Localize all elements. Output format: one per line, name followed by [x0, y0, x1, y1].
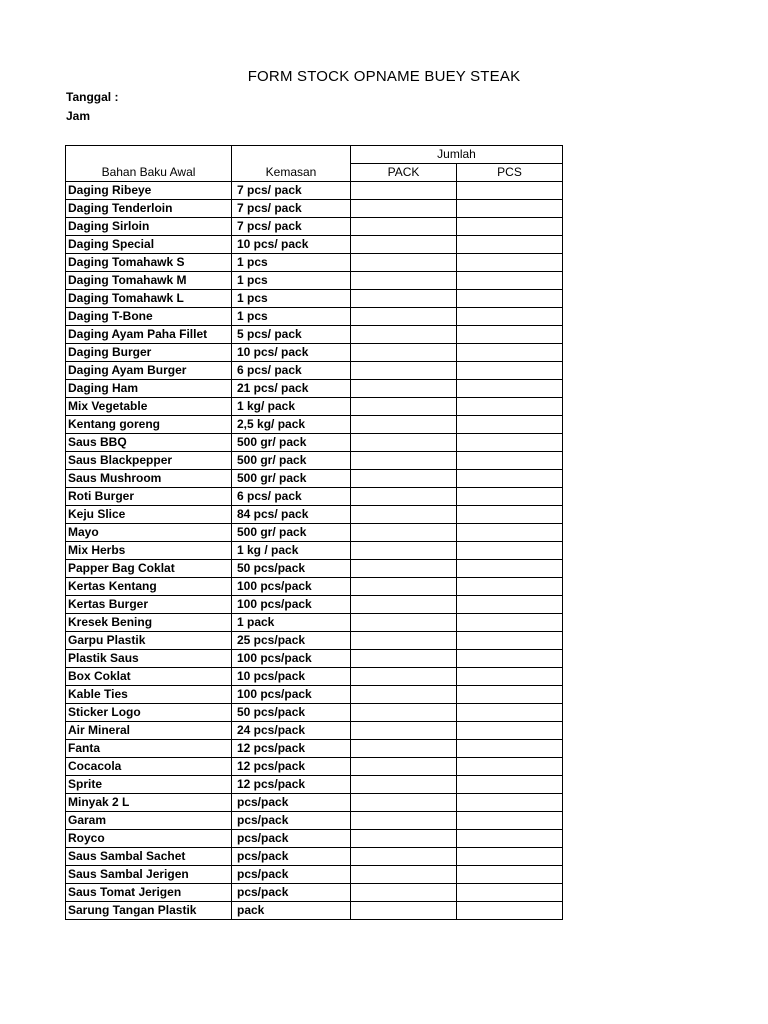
pcs-count-cell[interactable]: [457, 848, 563, 866]
pack-count-cell[interactable]: [351, 848, 457, 866]
table-row: [66, 452, 563, 470]
pack-count-cell[interactable]: [351, 344, 457, 362]
tanggal-label: Tanggal :: [66, 90, 119, 104]
pcs-count-cell[interactable]: [457, 704, 563, 722]
table-row: [66, 632, 563, 650]
pack-count-cell[interactable]: [351, 866, 457, 884]
table-row: [66, 758, 563, 776]
pack-count-cell[interactable]: [351, 290, 457, 308]
pack-count-cell[interactable]: [351, 380, 457, 398]
table-row: [66, 506, 563, 524]
table-row: [66, 848, 563, 866]
pcs-count-cell[interactable]: [457, 740, 563, 758]
pcs-count-cell[interactable]: [457, 218, 563, 236]
pcs-count-cell[interactable]: [457, 578, 563, 596]
table-body: [66, 182, 563, 920]
table-row: [66, 542, 563, 560]
table-row: [66, 254, 563, 272]
item-kemasan: 100 pcs/pack: [232, 650, 351, 668]
item-kemasan: pcs/pack: [232, 812, 351, 830]
header-jumlah: Jumlah: [351, 146, 563, 164]
pcs-count-cell[interactable]: [457, 416, 563, 434]
table-row: [66, 794, 563, 812]
table-row: [66, 218, 563, 236]
item-name: Saus Sambal Jerigen: [66, 866, 232, 884]
pack-count-cell[interactable]: [351, 524, 457, 542]
item-kemasan: 1 pcs: [232, 272, 351, 290]
item-name: Mayo: [66, 524, 232, 542]
table-row: [66, 272, 563, 290]
pcs-count-cell[interactable]: [457, 254, 563, 272]
pcs-count-cell[interactable]: [457, 434, 563, 452]
table-row: [66, 884, 563, 902]
item-kemasan: 100 pcs/pack: [232, 596, 351, 614]
header-kemasan: Kemasan: [232, 146, 351, 182]
header-bahan-baku-awal: Bahan Baku Awal: [66, 146, 232, 182]
item-kemasan: 7 pcs/ pack: [232, 200, 351, 218]
item-kemasan: 7 pcs/ pack: [232, 182, 351, 200]
pack-count-cell[interactable]: [351, 650, 457, 668]
table-row: [66, 650, 563, 668]
item-kemasan: 2,5 kg/ pack: [232, 416, 351, 434]
header-pack: PACK: [351, 164, 457, 182]
pack-count-cell[interactable]: [351, 236, 457, 254]
item-kemasan: 6 pcs/ pack: [232, 488, 351, 506]
item-kemasan: 24 pcs/pack: [232, 722, 351, 740]
pack-count-cell[interactable]: [351, 830, 457, 848]
table-row: [66, 290, 563, 308]
item-kemasan: 12 pcs/pack: [232, 758, 351, 776]
pack-count-cell[interactable]: [351, 362, 457, 380]
pcs-count-cell[interactable]: [457, 794, 563, 812]
pack-count-cell[interactable]: [351, 506, 457, 524]
pack-count-cell[interactable]: [351, 596, 457, 614]
table-row: [66, 326, 563, 344]
item-name: Daging Tomahawk S: [66, 254, 232, 272]
form-title: FORM STOCK OPNAME BUEY STEAK: [247, 68, 521, 85]
pcs-count-cell[interactable]: [457, 290, 563, 308]
item-kemasan: 10 pcs/pack: [232, 668, 351, 686]
item-kemasan: 50 pcs/pack: [232, 704, 351, 722]
pack-count-cell[interactable]: [351, 434, 457, 452]
item-name: Garam: [66, 812, 232, 830]
pcs-count-cell[interactable]: [457, 272, 563, 290]
item-kemasan: 500 gr/ pack: [232, 434, 351, 452]
item-name: Daging Tomahawk M: [66, 272, 232, 290]
table-row: [66, 560, 563, 578]
pcs-count-cell[interactable]: [457, 686, 563, 704]
item-kemasan: pcs/pack: [232, 848, 351, 866]
pcs-count-cell[interactable]: [457, 236, 563, 254]
pcs-count-cell[interactable]: [457, 398, 563, 416]
item-name: Kresek Bening: [66, 614, 232, 632]
table-row: [66, 830, 563, 848]
table-row: [66, 668, 563, 686]
item-kemasan: 10 pcs/ pack: [232, 236, 351, 254]
item-name: Sprite: [66, 776, 232, 794]
table-row: [66, 740, 563, 758]
table-row: [66, 704, 563, 722]
item-kemasan: 100 pcs/pack: [232, 578, 351, 596]
item-name: Kertas Burger: [66, 596, 232, 614]
pack-count-cell[interactable]: [351, 218, 457, 236]
pcs-count-cell[interactable]: [457, 560, 563, 578]
item-name: Saus Sambal Sachet: [66, 848, 232, 866]
table-row: [66, 776, 563, 794]
item-name: Cocacola: [66, 758, 232, 776]
pack-count-cell[interactable]: [351, 902, 457, 920]
item-kemasan: 1 pcs: [232, 254, 351, 272]
item-name: Daging Ayam Paha Fillet: [66, 326, 232, 344]
table-row: [66, 398, 563, 416]
table-row: [66, 596, 563, 614]
pcs-count-cell[interactable]: [457, 866, 563, 884]
item-name: Saus Tomat Jerigen: [66, 884, 232, 902]
item-name: Daging Tenderloin: [66, 200, 232, 218]
pack-count-cell[interactable]: [351, 182, 457, 200]
pcs-count-cell[interactable]: [457, 362, 563, 380]
pack-count-cell[interactable]: [351, 470, 457, 488]
pack-count-cell[interactable]: [351, 704, 457, 722]
pcs-count-cell[interactable]: [457, 344, 563, 362]
table-row: [66, 416, 563, 434]
pcs-count-cell[interactable]: [457, 650, 563, 668]
table-row: [66, 344, 563, 362]
pack-count-cell[interactable]: [351, 560, 457, 578]
item-name: Box Coklat: [66, 668, 232, 686]
table-row: [66, 362, 563, 380]
pcs-count-cell[interactable]: [457, 308, 563, 326]
item-name: Sticker Logo: [66, 704, 232, 722]
item-name: Daging Sirloin: [66, 218, 232, 236]
header-pcs: PCS: [457, 164, 563, 182]
pcs-count-cell[interactable]: [457, 182, 563, 200]
item-kemasan: 84 pcs/ pack: [232, 506, 351, 524]
pack-count-cell[interactable]: [351, 200, 457, 218]
item-name: Minyak 2 L: [66, 794, 232, 812]
item-kemasan: 21 pcs/ pack: [232, 380, 351, 398]
item-name: Daging Ribeye: [66, 182, 232, 200]
pcs-count-cell[interactable]: [457, 470, 563, 488]
item-name: Saus Mushroom: [66, 470, 232, 488]
pack-count-cell[interactable]: [351, 668, 457, 686]
pcs-count-cell[interactable]: [457, 380, 563, 398]
item-name: Daging Burger: [66, 344, 232, 362]
item-name: Papper Bag Coklat: [66, 560, 232, 578]
item-name: Daging Special: [66, 236, 232, 254]
item-name: Keju Slice: [66, 506, 232, 524]
jam-label: Jam: [66, 109, 91, 123]
item-kemasan: 500 gr/ pack: [232, 470, 351, 488]
pack-count-cell[interactable]: [351, 308, 457, 326]
item-name: Kable Ties: [66, 686, 232, 704]
table-row: [66, 380, 563, 398]
item-kemasan: 1 kg/ pack: [232, 398, 351, 416]
table-row: [66, 488, 563, 506]
table-row: [66, 866, 563, 884]
item-name: Mix Herbs: [66, 542, 232, 560]
pcs-count-cell[interactable]: [457, 722, 563, 740]
pack-count-cell[interactable]: [351, 884, 457, 902]
pcs-count-cell[interactable]: [457, 614, 563, 632]
table-row: [66, 470, 563, 488]
item-name: Kentang goreng: [66, 416, 232, 434]
pcs-count-cell[interactable]: [457, 488, 563, 506]
item-kemasan: 500 gr/ pack: [232, 524, 351, 542]
pcs-count-cell[interactable]: [457, 200, 563, 218]
item-kemasan: 12 pcs/pack: [232, 740, 351, 758]
item-name: Royco: [66, 830, 232, 848]
table-row: [66, 236, 563, 254]
item-name: Daging T-Bone: [66, 308, 232, 326]
pack-count-cell[interactable]: [351, 416, 457, 434]
pcs-count-cell[interactable]: [457, 758, 563, 776]
item-kemasan: 500 gr/ pack: [232, 452, 351, 470]
item-kemasan: 5 pcs/ pack: [232, 326, 351, 344]
pcs-count-cell[interactable]: [457, 668, 563, 686]
pack-count-cell[interactable]: [351, 272, 457, 290]
table-row: [66, 182, 563, 200]
item-kemasan: 50 pcs/pack: [232, 560, 351, 578]
item-kemasan: pcs/pack: [232, 866, 351, 884]
pcs-count-cell[interactable]: [457, 506, 563, 524]
pcs-count-cell[interactable]: [457, 902, 563, 920]
pcs-count-cell[interactable]: [457, 542, 563, 560]
pcs-count-cell[interactable]: [457, 326, 563, 344]
stock-opname-table: [65, 145, 563, 920]
pcs-count-cell[interactable]: [457, 596, 563, 614]
pack-count-cell[interactable]: [351, 812, 457, 830]
item-kemasan: 7 pcs/ pack: [232, 218, 351, 236]
pack-count-cell[interactable]: [351, 542, 457, 560]
item-kemasan: 6 pcs/ pack: [232, 362, 351, 380]
item-name: Mix Vegetable: [66, 398, 232, 416]
pack-count-cell[interactable]: [351, 758, 457, 776]
table-row: [66, 686, 563, 704]
table-row: [66, 308, 563, 326]
table-row: [66, 902, 563, 920]
pack-count-cell[interactable]: [351, 254, 457, 272]
item-kemasan: pcs/pack: [232, 830, 351, 848]
pack-count-cell[interactable]: [351, 740, 457, 758]
item-kemasan: 1 pack: [232, 614, 351, 632]
pack-count-cell[interactable]: [351, 776, 457, 794]
pack-count-cell[interactable]: [351, 794, 457, 812]
pcs-count-cell[interactable]: [457, 830, 563, 848]
item-name: Kertas Kentang: [66, 578, 232, 596]
pcs-count-cell[interactable]: [457, 812, 563, 830]
pack-count-cell[interactable]: [351, 722, 457, 740]
pcs-count-cell[interactable]: [457, 776, 563, 794]
pack-count-cell[interactable]: [351, 632, 457, 650]
item-kemasan: pack: [232, 902, 351, 920]
pcs-count-cell[interactable]: [457, 524, 563, 542]
header-row-top: [66, 146, 563, 164]
item-kemasan: 10 pcs/ pack: [232, 344, 351, 362]
item-name: Fanta: [66, 740, 232, 758]
item-kemasan: 1 kg / pack: [232, 542, 351, 560]
item-name: Roti Burger: [66, 488, 232, 506]
item-name: Garpu Plastik: [66, 632, 232, 650]
item-name: Sarung Tangan Plastik: [66, 902, 232, 920]
item-kemasan: 1 pcs: [232, 290, 351, 308]
item-kemasan: pcs/pack: [232, 884, 351, 902]
pack-count-cell[interactable]: [351, 488, 457, 506]
item-name: Saus BBQ: [66, 434, 232, 452]
table-row: [66, 524, 563, 542]
pack-count-cell[interactable]: [351, 326, 457, 344]
item-name: Saus Blackpepper: [66, 452, 232, 470]
item-kemasan: pcs/pack: [232, 794, 351, 812]
table-row: [66, 812, 563, 830]
pcs-count-cell[interactable]: [457, 632, 563, 650]
table-row: [66, 614, 563, 632]
table-row: [66, 722, 563, 740]
item-kemasan: 12 pcs/pack: [232, 776, 351, 794]
pack-count-cell[interactable]: [351, 452, 457, 470]
item-kemasan: 100 pcs/pack: [232, 686, 351, 704]
table-row: [66, 578, 563, 596]
item-kemasan: 25 pcs/pack: [232, 632, 351, 650]
pack-count-cell[interactable]: [351, 614, 457, 632]
pack-count-cell[interactable]: [351, 686, 457, 704]
pack-count-cell[interactable]: [351, 398, 457, 416]
item-name: Plastik Saus: [66, 650, 232, 668]
item-name: Daging Ayam Burger: [66, 362, 232, 380]
item-kemasan: 1 pcs: [232, 308, 351, 326]
pack-count-cell[interactable]: [351, 578, 457, 596]
table-row: [66, 200, 563, 218]
pcs-count-cell[interactable]: [457, 884, 563, 902]
table-row: [66, 434, 563, 452]
item-name: Daging Tomahawk L: [66, 290, 232, 308]
item-name: Air Mineral: [66, 722, 232, 740]
pcs-count-cell[interactable]: [457, 452, 563, 470]
item-name: Daging Ham: [66, 380, 232, 398]
